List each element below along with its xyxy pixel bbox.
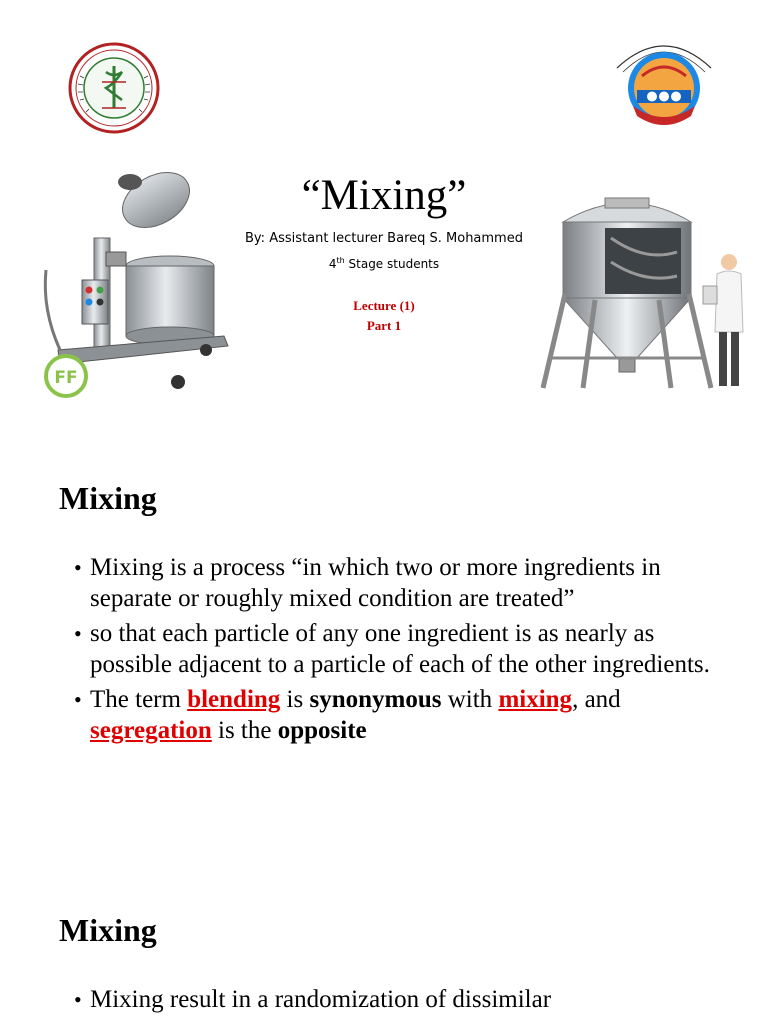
title-slide [0,0,768,432]
list-item: • Mixing result in a randomization of dissimilar [74,984,724,1015]
list-item: • so that each particle of any one ingredient is as nearly as possible adjacent to a particle of each of the other ingredients. [74,618,724,680]
lecture-info [184,296,584,336]
audience-line [184,252,584,273]
term-synonymous: synonymous [309,686,442,713]
slide-heading: Mixing [59,912,157,948]
mixer-logo-text: FF [54,368,78,388]
stage-suffix: th [336,256,345,265]
university-seal-logo [66,42,162,134]
list-item: • Mixing is a process “in which two or more ingredients in separate or roughly mixed condition are treated” [74,552,724,614]
slide-heading: Mixing [59,480,157,516]
mixing-definition-slide [0,432,768,864]
lecture-number: Lecture (1) [353,298,415,313]
lecture-part: Part 1 [366,318,402,333]
text-fragment: The term [90,686,188,713]
bullet-list [74,552,724,750]
term-mixing: mixing [498,686,573,713]
term-blending: blending [187,686,281,713]
mixing-randomization-slide [0,864,768,1024]
term-segregation: segregation [90,717,212,744]
text-fragment: with [441,686,499,713]
text-fragment: , and [572,686,621,713]
text-fragment: is the [211,717,278,744]
bullet-list [74,984,724,1019]
list-item [74,684,724,746]
stage-text: Stage students [344,257,440,271]
yuc-emblem-logo [607,28,721,132]
stage-number: 4 [328,257,337,271]
term-opposite: opposite [277,717,367,744]
conical-mixer-image [535,182,750,418]
text-fragment: is [280,686,310,713]
slide-title: “Mixing” [301,172,467,219]
author-byline: By: Assistant lecturer Bareq S. Mohammed [245,231,523,246]
